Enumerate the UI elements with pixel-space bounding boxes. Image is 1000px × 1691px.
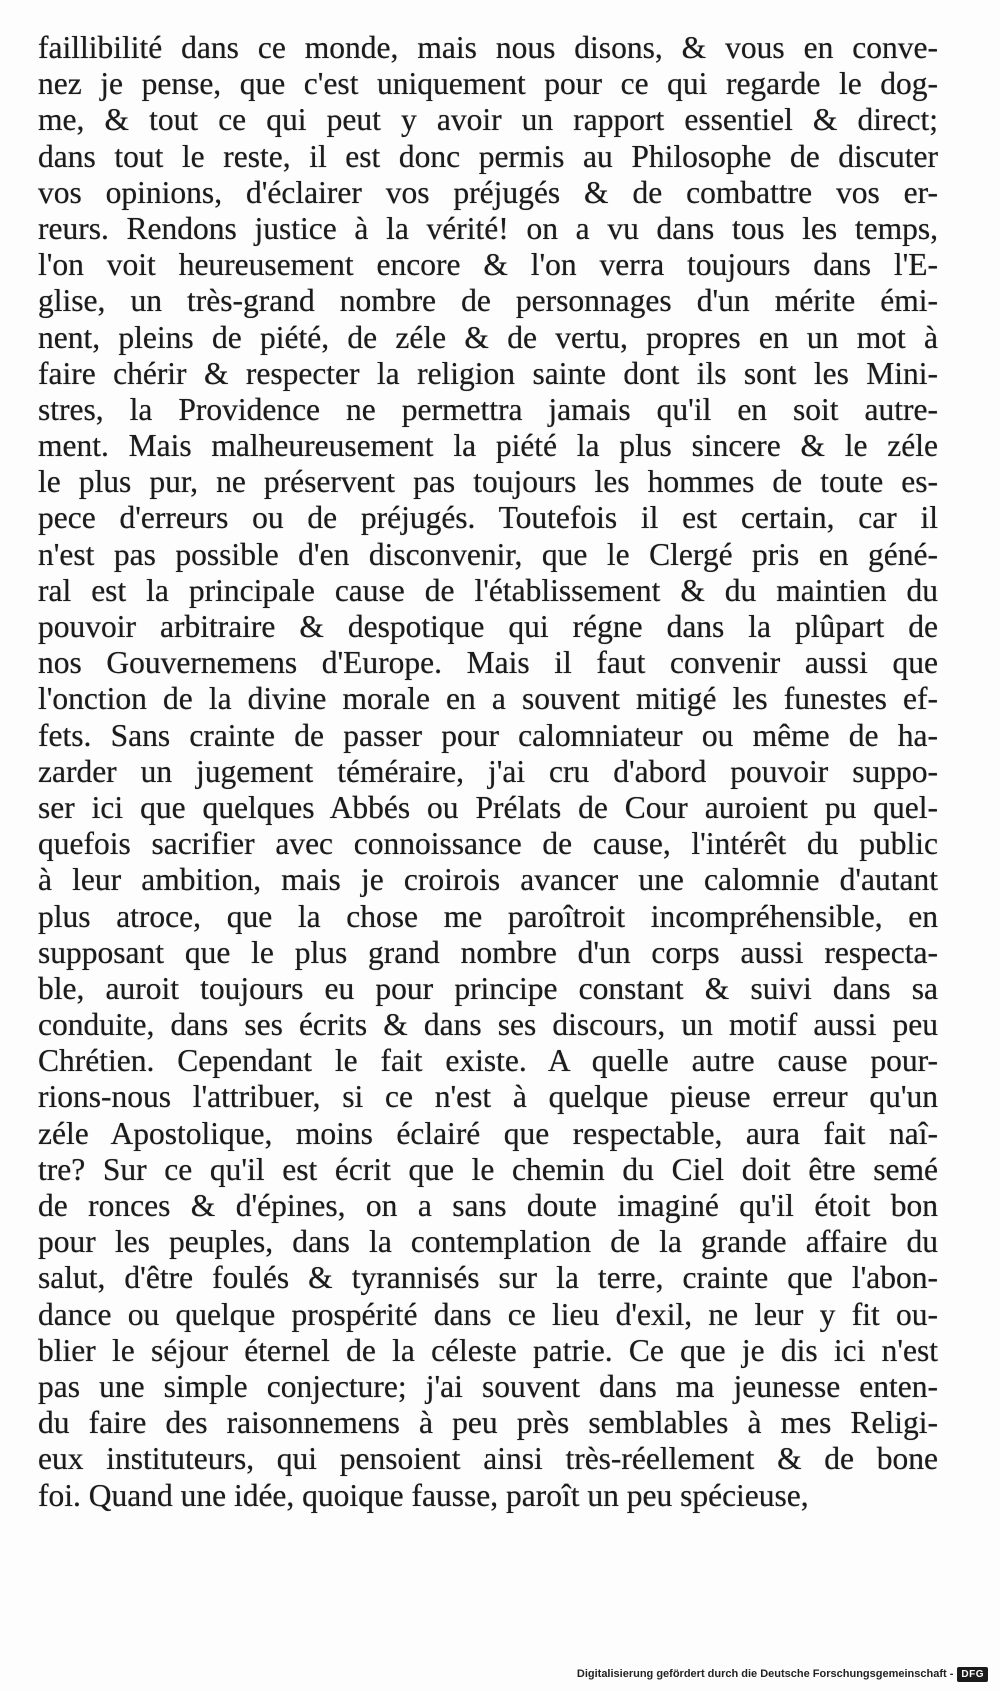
dfg-logo: DFG: [957, 1667, 988, 1682]
text-line: reurs. Rendons justice à la vérité! on a vu dans tous les temps,: [38, 210, 938, 246]
text-line: faire chérir & respecter la religion sainte dont ils sont les Mini-: [38, 355, 938, 391]
text-line: zarder un jugement téméraire, j'ai cru d'abord pouvoir suppo-: [38, 753, 938, 789]
text-line: me, & tout ce qui peut y avoir un rapport essentiel & direct;: [38, 102, 938, 138]
text-line: pouvoir arbitraire & despotique qui régne dans la plûpart de: [38, 609, 938, 644]
text-line: n'est pas possible d'en disconvenir, que le Clergé pris en géné-: [38, 536, 938, 572]
text-line: salut, d'être foulés & tyrannisés sur la terre, crainte que l'abon-: [38, 1260, 938, 1296]
text-line: zéle Apostolique, moins éclairé que respectable, aura fait naî-: [38, 1115, 938, 1151]
text-line: pour les peuples, dans la contemplation de la grande affaire du: [38, 1224, 938, 1260]
text-line: faillibilité dans ce monde, mais nous disons, & vous en conve-: [38, 30, 938, 65]
text-line: glise, un très-grand nombre de personnages d'un mérite émi-: [38, 283, 938, 319]
text-line: l'onction de la divine morale en a souvent mitigé les funestes ef-: [38, 681, 938, 717]
body-text: [38, 30, 938, 1514]
text-line: l'on voit heureusement encore & l'on verra toujours dans l'E-: [38, 247, 938, 283]
text-line: ral est la principale cause de l'établissement & du maintien du: [38, 572, 938, 608]
text-line: eux instituteurs, qui pensoient ainsi très-réellement & de bone: [38, 1441, 938, 1477]
text-line: quefois sacrifier avec connoissance de cause, l'intérêt du public: [38, 826, 938, 862]
text-line: pece d'erreurs ou de préjugés. Toutefois il est certain, car il: [38, 500, 938, 536]
text-line: dance ou quelque prospérité dans ce lieu d'exil, ne leur y fit ou-: [38, 1296, 938, 1332]
text-line: blier le séjour éternel de la céleste patrie. Ce que je dis ici n'est: [38, 1332, 938, 1368]
footer-credit: Digitalisierung gefördert durch die Deutsche Forschungsgemeinschaft -: [576, 1668, 954, 1680]
text-line: fets. Sans crainte de passer pour calomniateur ou même de ha-: [38, 717, 938, 753]
text-line: pas une simple conjecture; j'ai souvent dans ma jeunesse enten-: [38, 1368, 938, 1404]
text-line: supposant que le plus grand nombre d'un corps aussi respecta-: [38, 934, 938, 970]
text-line: nez je pense, que c'est uniquement pour ce qui regarde le dog-: [38, 66, 938, 102]
text-line: du faire des raisonnemens à peu près semblables à mes Religi-: [38, 1405, 938, 1441]
text-line: dans tout le reste, il est donc permis au Philosophe de discuter: [38, 138, 938, 174]
text-line: stres, la Providence ne permettra jamais qu'il en soit autre-: [38, 391, 938, 427]
text-line: le plus pur, ne préservent pas toujours les hommes de toute es-: [38, 464, 938, 500]
text-line: nent, pleins de piété, de zéle & de vertu, propres en un mot à: [38, 319, 938, 355]
text-line: vos opinions, d'éclairer vos préjugés & de combattre vos er-: [38, 174, 938, 210]
text-line: à leur ambition, mais je croirois avancer une calomnie d'autant: [38, 862, 938, 898]
text-line: foi. Quand une idée, quoique fausse, paroît un peu spécieuse,: [38, 1477, 809, 1513]
text-line: ser ici que quelques Abbés ou Prélats de Cour auroient pu quel-: [38, 789, 938, 825]
text-line: ble, auroit toujours eu pour principe constant & suivi dans sa: [38, 970, 938, 1006]
digitization-footer: [577, 1663, 988, 1685]
text-line: plus atroce, que la chose me paroîtroit incompréhensible, en: [38, 898, 938, 934]
text-line: nos Gouvernemens d'Europe. Mais il faut convenir aussi que: [38, 645, 938, 681]
text-line: conduite, dans ses écrits & dans ses discours, un motif aussi peu: [38, 1007, 938, 1043]
text-line: rions-nous l'attribuer, si ce n'est à quelque pieuse erreur qu'un: [38, 1079, 938, 1115]
text-line: Chrétien. Cependant le fait existe. A quelle autre cause pour-: [38, 1043, 938, 1079]
text-line: de ronces & d'épines, on a sans doute imaginé qu'il étoit bon: [38, 1188, 938, 1223]
text-line: tre? Sur ce qu'il est écrit que le chemin du Ciel doit être semé: [38, 1151, 938, 1187]
text-line: ment. Mais malheureusement la piété la plus sincere & le zéle: [38, 428, 938, 464]
